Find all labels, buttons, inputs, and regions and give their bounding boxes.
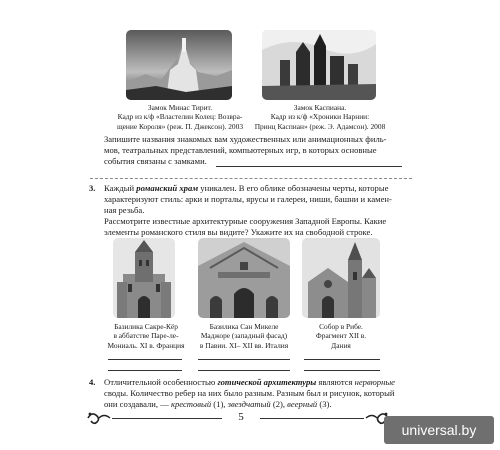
caption-title: Замок Каспиана. <box>293 103 347 112</box>
term-ribbed: нервюрные <box>354 377 395 387</box>
photo-sacre-coeur-basilica <box>113 238 175 318</box>
intro-text <box>104 134 404 167</box>
task3-text <box>104 183 404 238</box>
intro-line: события связаны с замками. <box>104 156 207 166</box>
answer-line[interactable] <box>108 359 182 360</box>
task4-line: Отличительной особенностью готической архитектуры являются нервюрные <box>104 377 395 387</box>
intro-line: мов, театральных представлений, компьютерных игр, в которых основные <box>104 145 377 155</box>
task4-line: они создавали, — крестовый (1), звездчатый (2), веерный (3). <box>104 399 332 409</box>
task3-line: Рассмотрите известные архитектурные сооружения Западной Европы. Какие <box>104 216 387 226</box>
caption-line: Кадр из к/ф «Властелин Колец: Возвра- <box>117 112 243 122</box>
term-gothic: готической архитектуры <box>217 377 317 387</box>
photo-minas-tirith <box>126 30 232 100</box>
photo-ribe-cathedral <box>302 238 380 318</box>
task4-text <box>104 377 408 410</box>
answer-line[interactable] <box>304 370 380 371</box>
caption-line: Принц Каспиан» (реж. Э. Адамсон). 2008 <box>254 121 386 131</box>
caption-title: Замок Минас Тирит. <box>147 103 213 112</box>
answer-line[interactable] <box>304 359 380 360</box>
answer-line[interactable] <box>198 359 290 360</box>
caption-church-1: Базилика Сакре-Кёр в аббатстве Паре-ле- Мониаль. XI в. Франция <box>107 322 185 350</box>
task3-line: Каждый романский храм уникален. В его облике обозначены черты, которые <box>104 183 389 193</box>
task3-line: элементы романского стиля вы видите? Укажите их на свободной строке. <box>104 227 373 237</box>
caption-church-3: Собор в Рибе. Фрагмент XII в. Дания <box>315 322 367 350</box>
task4-line: своды. Количество ребер на них было разным. Разным был и рисунок, который <box>104 388 395 398</box>
watermark-badge: universal.by <box>384 416 494 444</box>
answer-line[interactable] <box>198 370 290 371</box>
task3-line: ная резьба. <box>104 205 145 215</box>
term-romanesque: романский храм <box>136 183 199 193</box>
caption-church-2: Базилика Сан Микеле Маджоре (западный фасад) в Павии. XI– XII вв. Италия <box>199 322 289 350</box>
task3-number: 3. <box>89 183 96 193</box>
footer-rule-right <box>260 418 364 419</box>
caption-line: щение Короля» (реж. П. Джексон). 2003 <box>116 121 244 131</box>
task3-line: характеризуют стиль: арки и порталы, ярусы и галереи, ниши, башни и камен- <box>104 194 392 204</box>
page-number: 5 <box>238 411 244 423</box>
caption-caspian-castle <box>250 103 390 131</box>
answer-line[interactable] <box>216 166 402 167</box>
answer-line[interactable] <box>108 370 182 371</box>
footer-rule-left <box>112 418 222 419</box>
footer-ornament-left <box>86 410 112 431</box>
photo-caspian-castle <box>262 30 376 100</box>
section-divider <box>90 178 412 179</box>
photo-san-michele-basilica <box>198 238 290 318</box>
caption-line: Кадр из к/ф «Хроники Нарнии: <box>270 112 370 122</box>
task4-number: 4. <box>89 377 96 387</box>
caption-minas-tirith <box>110 103 250 131</box>
intro-line: Запишите названия знакомых вам художественных или анимационных филь- <box>104 134 387 144</box>
